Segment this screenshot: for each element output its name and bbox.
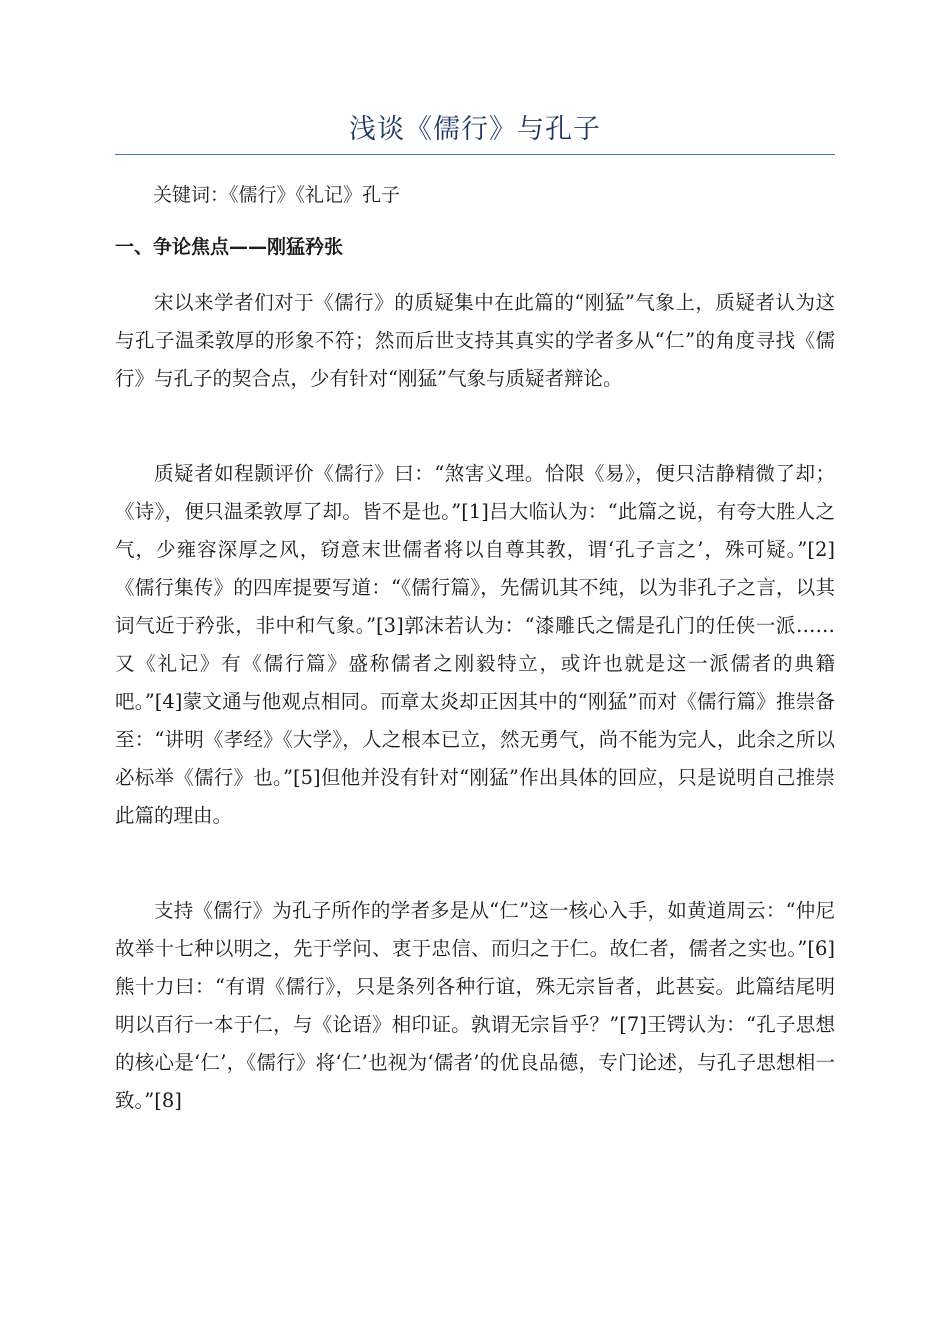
title-underline xyxy=(115,154,835,155)
body-paragraph: 支持《儒行》为孔子所作的学者多是从“仁”这一核心入手，如黄道周云：“仲尼故举十七种以明之，先于学问、衷于忠信、而归之于仁。故仁者，儒者之实也。”[6]熊十力曰：“有谓《儒行》，只是条列各种行谊，殊无宗旨者，此甚妄。此篇结尾明明以百行一本于仁，与《论语》相印证。孰谓无宗旨乎？”[7]王锷认为：“孔子思想的核心是‘仁’，《儒行》将‘仁’也视为‘儒者’的优良品德，专门论述，与孔子思想相一致。”[8] xyxy=(115,899,835,1112)
section-heading: 一、争论焦点——刚猛矜张 xyxy=(115,236,344,258)
document-title: 浅谈《儒行》与孔子 xyxy=(349,114,601,145)
keywords-line: 关键词：《儒行》《礼记》孔子 xyxy=(153,184,401,206)
body-paragraph: 宋以来学者们对于《儒行》的质疑集中在此篇的“刚猛”气象上，质疑者认为这与孔子温柔敦厚的形象不符；然而后世支持其真实的学者多从“仁”的角度寻找《儒行》与孔子的契合点，少有针对“刚猛”气象与质疑者辩论。 xyxy=(115,291,835,390)
body-paragraph: 质疑者如程颢评价《儒行》曰：“煞害义理。恰限《易》，便只洁静精微了却；《诗》，便只温柔敦厚了却。皆不是也。”[1]吕大临认为：“此篇之说，有夸大胜人之气，少雍容深厚之风，窃意末世儒者将以自尊其教，谓‘孔子言之’，殊可疑。”[2]《儒行集传》的四库提要写道：“《儒行篇》，先儒讥其不纯，以为非孔子之言，以其词气近于矜张，非中和气象。”[3]郭沫若认为：“漆雕氏之儒是孔门的任侠一派……又《礼记》有《儒行篇》盛称儒者之刚毅特立，或许也就是这一派儒者的典籍吧。”[4]蒙文通与他观点相同。而章太炎却正因其中的“刚猛”而对《儒行篇》推崇备至：“讲明《孝经》《大学》，人之根本已立，然无勇气，尚不能为完人，此余之所以必标举《儒行》也。”[5]但他并没有针对“刚猛”作出具体的回应，只是说明自己推崇此篇的理由。 xyxy=(115,462,835,827)
